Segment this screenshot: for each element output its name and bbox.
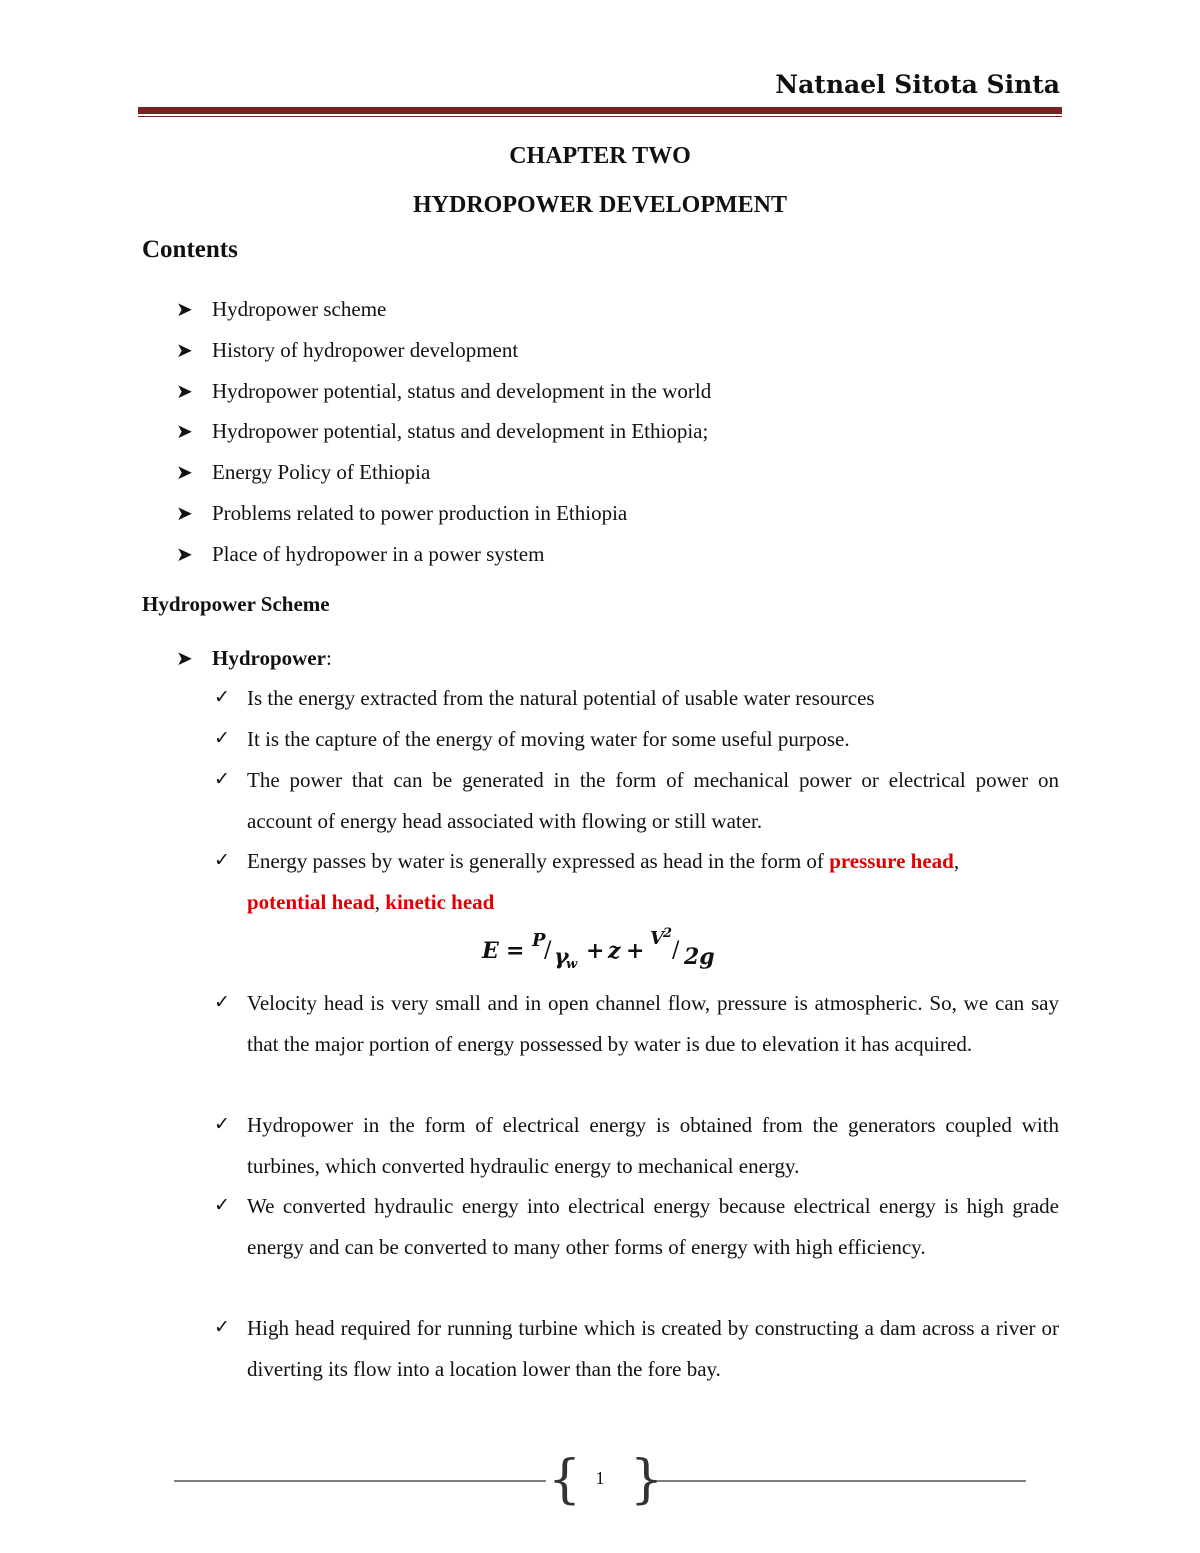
formula-equals: = [506,938,525,964]
bullet-text: We converted hydraulic energy into electrical energy because electrical energy is high grade energy and can be converted to many other forms of energy with high efficiency. [247,1194,1059,1259]
contents-item-label: History of hydropower development [212,337,519,362]
check-icon: ✓ [214,769,230,790]
bullet-item [214,1186,1059,1267]
formula-v-exponent: 2 [663,926,673,941]
potential-head-term: potential head [247,889,375,914]
kinetic-head-term: kinetic head [385,889,495,914]
arrow-icon: ➤ [176,502,193,525]
bullet-item [214,1105,1059,1186]
pressure-head-term: pressure head [829,849,954,873]
chapter-title: HYDROPOWER DEVELOPMENT [412,192,787,218]
subheading-hydropower [176,646,332,671]
check-icon: ✓ [214,1195,230,1216]
subheading-label: Hydropower [212,646,326,670]
chapter-number: CHAPTER TWO [509,143,691,169]
bullet-item [214,1308,1059,1389]
formula-lhs: E [482,938,499,964]
bullet-item [214,760,1059,841]
contents-item [176,374,711,415]
contents-item-label: Hydropower scheme [212,297,387,321]
check-icon: ✓ [214,687,230,708]
contents-heading: Contents [142,236,238,263]
arrow-icon: ➤ [176,462,193,485]
arrow-icon: ➤ [176,421,193,444]
header-rule [138,107,1062,114]
arrow-icon: ➤ [176,380,193,403]
contents-item-label: Hydropower potential, status and development in the world [212,378,712,403]
check-icon: ✓ [214,1317,230,1338]
contents-item-label: Problems related to power production in Ethiopia [212,500,628,525]
contents-item-label: Place of hydropower in a power system [212,541,545,566]
comma: , [953,849,960,873]
bullet-text: Velocity head is very small and in open channel flow, pressure is atmospheric. So, we can say that the major portion of energy possessed by water is due to elevation it has acquired. [247,991,1059,1056]
bullet-text: Energy passes by water is generally expressed as head in the form of [247,849,824,873]
footer-rule-right [650,1480,1026,1482]
bullet-text: Is the energy extracted from the natural potential of usable water resources [247,686,875,710]
check-icon: ✓ [214,1114,230,1135]
formula-p: P [532,930,546,951]
footer-brace-left: { [548,1450,582,1510]
bullet-item [214,841,1059,922]
bullet-item [214,678,1059,719]
arrow-icon: ➤ [176,648,193,670]
bullet-text-head-forms [247,841,1059,922]
bullet-item [214,719,1059,760]
footer-brace-right: } [630,1450,664,1510]
formula-v: V [650,928,664,949]
formula-gamma: γ [554,944,569,970]
check-icon: ✓ [214,728,230,749]
header-author: Natnael Sitota Sinta [775,70,1060,99]
formula-z: z [608,938,621,964]
section-heading: Hydropower Scheme [142,592,330,616]
contents-item [176,292,711,333]
bullet-text: High head required for running turbine which is created by constructing a dam across a river or diverting its flow into a location lower than the fore bay. [247,1316,1059,1381]
formula-plus: + [586,938,605,964]
contents-item [176,333,711,374]
comma: , [374,889,381,914]
formula-2g: 2g [684,944,715,970]
check-icon: ✓ [214,992,230,1013]
page-number: 1 [595,1468,605,1488]
formula-slash: / [544,938,552,963]
arrow-icon: ➤ [176,299,193,321]
subheading-colon: : [325,646,332,670]
contents-item [176,455,711,496]
bullet-text: The power that can be generated in the form of mechanical power or electrical power on account of energy head associated with flowing or still water. [247,768,1059,833]
contents-list [176,292,711,578]
arrow-icon: ➤ [176,543,193,566]
contents-item [176,414,711,455]
formula-gamma-sub: w [566,957,578,972]
header-rule-thin [138,116,1062,117]
contents-item [176,537,711,578]
contents-item-label: Energy Policy of Ethiopia [212,460,431,485]
bullet-item [214,983,1059,1064]
contents-item [176,496,711,537]
bullet-text: Hydropower in the form of electrical energy is obtained from the generators coupled with turbines, which converted hydraulic energy to mechanical energy. [247,1113,1059,1178]
check-icon: ✓ [214,850,230,871]
formula-slash: / [672,938,680,963]
formula-plus: + [626,938,645,964]
contents-item-label: Hydropower potential, status and development in Ethiopia; [212,419,709,444]
bullet-text: It is the capture of the energy of moving water for some useful purpose. [247,727,850,751]
footer-rule-left [174,1480,546,1482]
arrow-icon: ➤ [176,339,193,362]
